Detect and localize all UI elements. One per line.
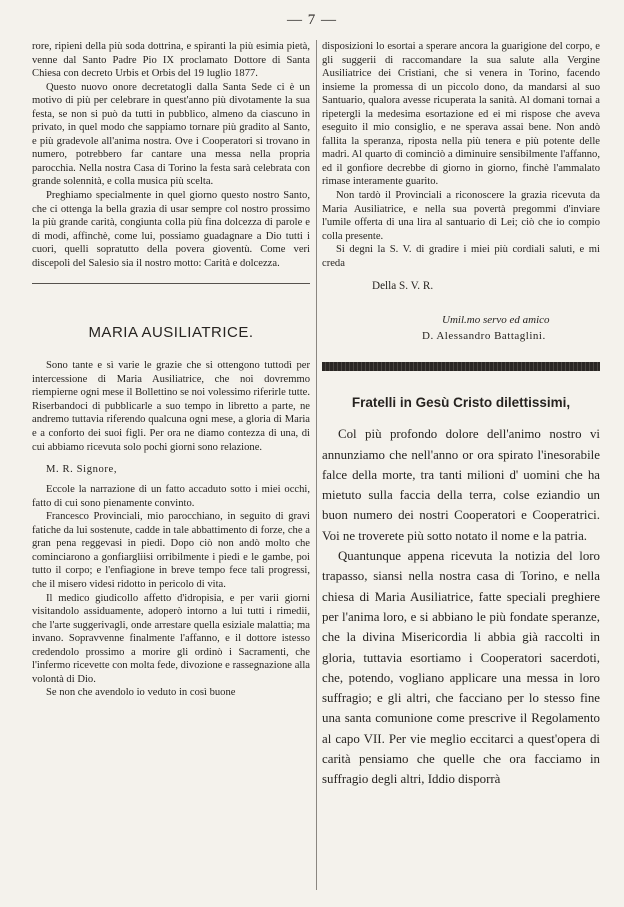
paragraph: Si degni la S. V. di gradire i miei più cordiali saluti, e mi creda [322,244,600,269]
paragraph: Col più profondo dolore dell'animo nostro vi annunziamo che nell'anno or ora spirato l'inesorabile falce della morte, tra tanti milioni d' uomini che ha mietuto sulla faccia della terra, colse eziandio un buon numero dei nostri Cooperatori e Cooperatrici. Voi ne troverete più sotto notato il nome e la patria. [322,427,600,543]
column-divider [316,40,317,890]
section-rule [32,283,310,284]
right-column [322,40,600,790]
paragraph: Preghiamo specialmente in quel giorno questo nostro Santo, che ci ottenga la bella grazia di usar sempre col nostro prossimo la più grande carità, congiunta colla più fina dolcezza di parole e di modi, affinchè, come lui, possiamo guadagnare a Dio tutti i cuori, quelli sopratutto della povera gioventù. Come veri discepoli del Salesio sia il nostro motto: Carità e dolcezza. [32,190,310,269]
paragraph: Eccole la narrazione di un fatto accaduto sotto i miei occhi, fatto di cui sono pienamente convinto. [32,484,310,509]
paragraph: Se non che avendolo io veduto in così buone [46,687,236,699]
paragraph: Il medico giudicollo affetto d'idropisia, e per varii giorni visitandolo assiduamente, adoperò intorno a lui tutti i rimedii, che l'arte suggerivagli, onde arrestare quella esiziale malattia; ma invano. Sopravvenne finalmente l'affanno, e il dottore istesso credendolo prossimo a morire gli ordinò i Sacramenti, che l'infermo ricevette con molta fede, divozione e rassegnazione alla volontà di Dio. [32,592,310,685]
left-column [32,40,310,700]
signature-name: D. Alessandro Battaglini. [422,330,546,343]
section-title-maria-ausiliatrice: MARIA AUSILIATRICE. [88,324,254,342]
paragraph: Questo nuovo onore decretatogli dalla Santa Sede ci è un motivo di più per celebrare in quest'anno più divotamente la sua festa, se non si può da tutti in pubblico, almeno da ciascuno in privato, in quel modo che sappiamo tornare più gradito al Santo, e più gradevole all'anima nostra. Ove i Cooperatori si trovano in numero, potrebbero far cantare una messa nella propria parocchia. Nella nostra Casa di Torino la festa sarà celebrata con grande solennità, e colla musica più scelta. [32,81,310,188]
signature-title: Umil.mo servo ed amico [442,314,550,327]
paragraph: Non tardò il Provinciali a riconoscere la grazia ricevuta da Maria Ausiliatrice, e nella sua povertà pregommi d'inviare l'umile offerta di una lira al santuario di Lei; ciò che io compio colla presente. [322,190,600,242]
section-divider-bar [322,362,600,371]
letter-salutation: M. R. Signore, [46,464,118,476]
section-title-fratelli: Fratelli in Gesù Cristo dilettissimi, [351,395,571,411]
paragraph: rore, ripieni della più soda dottrina, e spiranti la più esimia pietà, venne dal Santo Padre Pio IX proclamato Dottore di Santa Chiesa con decreto Urbis et Orbis del 19 luglio 1877. [32,41,310,80]
paragraph: Quantunque appena ricevuta la notizia del loro trapasso, siansi nella nostra casa di Torino, e nella chiesa di Maria Ausiliatrice, fatte speciali preghiere per l'anima loro, e si abbiano le più fondate speranze, che la divina Misericordia li abbia già raccolti in gloria, tuttavia esortiamo i Cooperatori sacerdoti, che, potendo, vogliano applicare una messa in loro suffragio; e gli altri, che facciano per lo stesso fine una santa comunione come prescrive il Regolamento al capo VII. Per vie meglio eccitarci a quest'opera di carità pensiamo che quelle che ora facciamo in suffragio degli altri, Iddio disporrà [322,549,600,787]
paragraph: disposizioni lo esortai a sperare ancora la guarigione del corpo, e gli suggerii di raccomandare la sua salute alla Vergine Ausiliatrice dei Cristiani, che si venera in Torino, facendo insieme la promessa di un piccolo dono, da mandarsi al suo Santuario, qualora avesse ricuperata la sanità. Al domani tornai a ripetergli la medesima esortazione ed ei mi rispose che aveva eseguito il mio consiglio, e ne sperava assai bene. Non andò fallita la speranza, riposta nella più tenera e più potente delle madri. Al quarto dì cominciò a diminuire sensibilmente l'affanno, ed il gonfiore decrebbe di giorno in giorno, finchè l'ammalato rimase interamente guarito. [322,41,600,188]
section-intro: Sono tante e sì varie le grazie che si ottengono tuttodì per intercessione di Maria Ausiliatrice, che noi dovremmo riempierne ogni mese il Bollettino se noi volessimo riferirle tutte. Riserbandoci di pubblicarle a suo tempo in libretto a parte, ne andremo tuttavia riferendo qualcuna ogni mese, a gloria di Maria e a conforto dei suoi figli. Per ora ne diamo contezza di una, di cui abbiamo ricevuta solo pochi giorni sono relazione. [32,360,310,453]
letter-closing: Della S. V. R. [372,280,434,293]
paragraph: Francesco Provinciali, mio parocchiano, in seguito di gravi fatiche da lui sostenute, cadde in tale abbattimento di forze, che a gran pena reggevasi in piedi. Dopo ciò non andò molto che cominciarono a gonfiargliisi orribilmente i piedi e le gambe, poi tutto il corpo; e l'enfiagione in breve tempo fece tali progressi, che il misero videsi ridotto in pericolo di vita. [32,511,310,590]
page-number: — 7 — [287,12,337,28]
